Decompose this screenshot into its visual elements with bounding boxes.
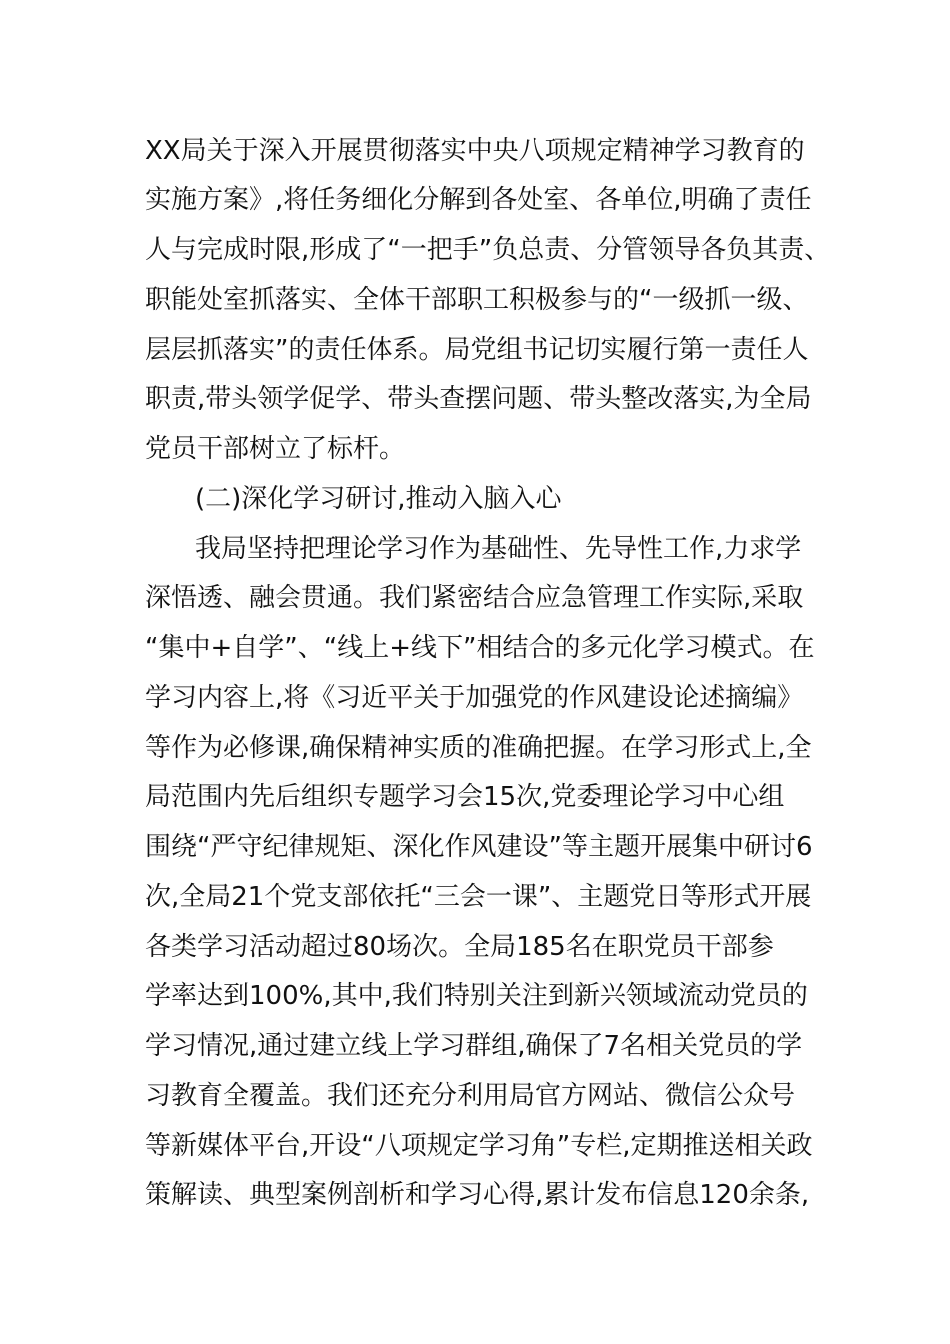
body-text-line: 次,全局21个党支部依托“三会一课”、主题党日等形式开展 <box>145 882 812 912</box>
body-text-line: 围绕“严守纪律规矩、深化作风建设”等主题开展集中研讨6 <box>145 832 813 862</box>
body-text-line: 等新媒体平台,开设“八项规定学习角”专栏,定期推送相关政 <box>145 1131 813 1161</box>
body-text-line: 层层抓落实”的责任体系。局党组书记切实履行第一责任人 <box>145 335 809 365</box>
body-text-line: 党员干部树立了标杆。 <box>145 434 406 464</box>
body-text-line: 人与完成时限,形成了“一把手”负总责、分管领导各负其责、 <box>145 235 831 265</box>
body-text-line: 等作为必修课,确保精神实质的准确把握。在学习形式上,全 <box>145 733 812 763</box>
body-text-line: 职责,带头领学促学、带头查摆问题、带头整改落实,为全局 <box>145 384 812 414</box>
body-text-line: 职能处室抓落实、全体干部职工积极参与的“一级抓一级、 <box>145 285 809 315</box>
body-text-line: 学习情况,通过建立线上学习群组,确保了7名相关党员的学 <box>145 1031 803 1061</box>
body-text-line: 习教育全覆盖。我们还充分利用局官方网站、微信公众号 <box>145 1081 796 1111</box>
body-text-line: 我局坚持把理论学习作为基础性、先导性工作,力求学 <box>195 534 802 564</box>
body-text-line: “集中+自学”、“线上+线下”相结合的多元化学习模式。在 <box>145 633 815 663</box>
body-text-line: XX局关于深入开展贯彻落实中央八项规定精神学习教育的 <box>145 136 805 166</box>
body-text-line: 各类学习活动超过80场次。全局185名在职党员干部参 <box>145 932 774 962</box>
body-text-line: 策解读、典型案例剖析和学习心得,累计发布信息120余条, <box>145 1180 810 1210</box>
body-text-line: 局范围内先后组织专题学习会15次,党委理论学习中心组 <box>145 782 785 812</box>
body-text-line: 学率达到100%,其中,我们特别关注到新兴领域流动党员的 <box>145 981 808 1011</box>
body-text-line: 学习内容上,将《习近平关于加强党的作风建设论述摘编》 <box>145 683 804 713</box>
body-text-line: 深悟透、融会贯通。我们紧密结合应急管理工作实际,采取 <box>145 583 804 613</box>
body-text-line: 实施方案》,将任务细化分解到各处室、各单位,明确了责任 <box>145 185 812 215</box>
section-heading: (二)深化学习研讨,推动入脑入心 <box>195 484 562 514</box>
